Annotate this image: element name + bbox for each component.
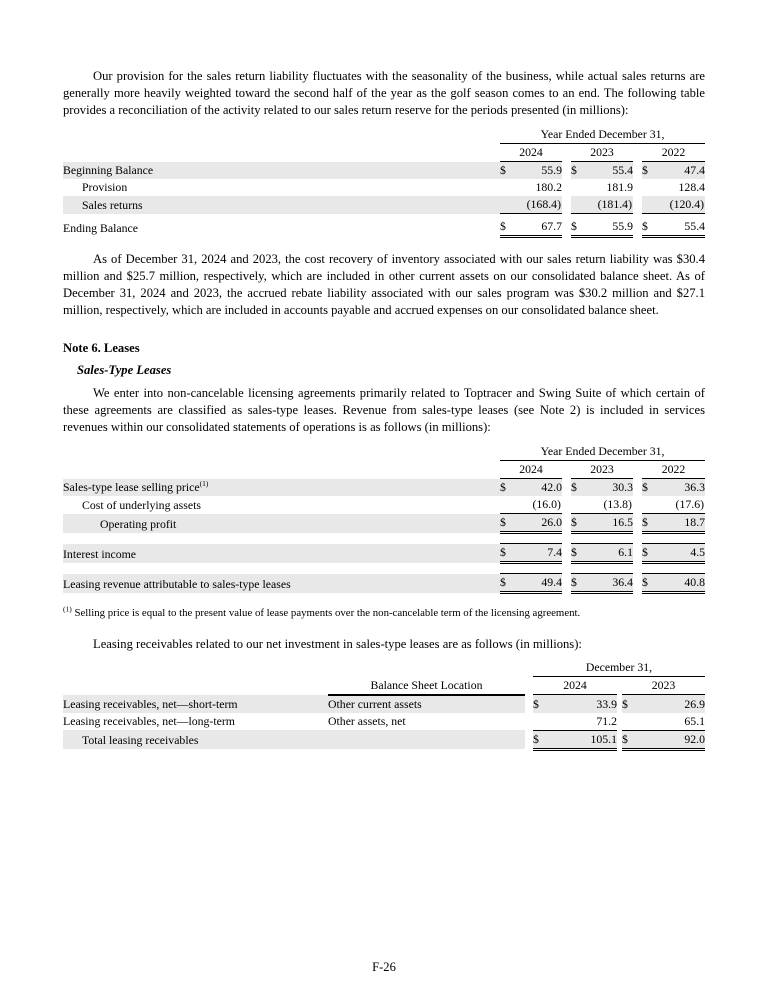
empty-cell (63, 461, 500, 479)
spacer-cell (633, 196, 642, 214)
empty-cell (63, 126, 500, 144)
value-cell: 36.3 (655, 479, 705, 497)
currency-cell: $ (571, 214, 584, 237)
spacer-cell (562, 162, 571, 180)
spacer-cell (562, 496, 571, 514)
value-cell: 55.9 (584, 214, 633, 237)
paragraph-leasing-receivables: Leasing receivables related to our net investment in sales-type leases are as follows (in millions): (93, 637, 582, 651)
paragraph-licensing-agreements: We enter into non-cancelable licensing agreements primarily related to Toptracer and Swing Suite of which certain of these agreements are classified as sales-type leases. Revenue from sales-type leases (see Note 2) is included in services revenues within our consolidated statements of operations is as follows (in millions): (63, 386, 705, 434)
table-total-row (63, 574, 705, 593)
spacer-cell (562, 514, 571, 533)
table-period-header-row (63, 659, 705, 677)
paragraph-cost-recovery: As of December 31, 2024 and 2023, the cost recovery of inventory associated with our sales return liability was $30.4 million and $25.7 million, respectively, which are included in other current assets on our consolidated balance sheet. As of December 31, 2024 and 2023, the accrued rebate liability associated with our sales program was $30.2 million and $27.1 million, respectively, which are included in accounts payable and accrued expenses on our consolidated balance sheet. (63, 252, 705, 317)
empty-cell (63, 443, 500, 461)
value-cell: 65.1 (635, 713, 705, 731)
table-row (63, 162, 705, 180)
value-cell: (16.0) (513, 496, 562, 514)
footnote (63, 606, 705, 620)
year-header: 2024 (500, 144, 562, 162)
table-row (63, 496, 705, 514)
balance-sheet-location-cell: Other current assets (328, 695, 525, 713)
table-period-header-row (63, 443, 705, 461)
period-header: Year Ended December 31, (500, 443, 705, 461)
blank-row (63, 533, 705, 544)
currency-cell: $ (642, 514, 655, 533)
year-header: 2023 (571, 461, 633, 479)
spacer-cell (633, 544, 642, 563)
row-label: Operating profit (63, 514, 500, 533)
footnote-reference: (1) (199, 479, 209, 489)
currency-cell: $ (500, 162, 513, 180)
row-label-text: Sales-type lease selling price (63, 480, 200, 494)
currency-cell: $ (642, 544, 655, 563)
row-label (63, 479, 500, 497)
value-cell: 128.4 (678, 180, 706, 194)
row-label: Interest income (63, 544, 500, 563)
spacer-cell (63, 533, 705, 544)
value-cell: 40.8 (655, 574, 705, 593)
balance-sheet-location-header: Balance Sheet Location (328, 677, 525, 695)
blank-row (63, 563, 705, 574)
value-cell: 7.4 (513, 544, 562, 563)
sales-return-reserve-table (63, 126, 705, 238)
value-cell: 67.7 (513, 214, 562, 237)
value-cell: 55.4 (584, 162, 633, 180)
value-cell: 47.4 (655, 162, 705, 180)
row-label: Leasing revenue attributable to sales-type leases (63, 574, 500, 593)
currency-cell (500, 496, 513, 514)
spacer-cell (63, 563, 705, 574)
row-label: Cost of underlying assets (82, 497, 201, 512)
table-year-header-row (63, 677, 705, 695)
currency-cell (642, 196, 655, 214)
value-cell: 36.4 (584, 574, 633, 593)
value-cell: 6.1 (584, 544, 633, 563)
table-subtotal-row (63, 514, 705, 533)
spacer-cell (525, 695, 533, 713)
value-cell: 4.5 (655, 544, 705, 563)
empty-cell (63, 659, 328, 677)
balance-sheet-location-cell (328, 730, 525, 749)
spacer-cell (633, 461, 642, 479)
row-label: Beginning Balance (63, 162, 500, 180)
currency-cell: $ (571, 574, 584, 593)
value-cell: 26.0 (513, 514, 562, 533)
currency-cell (500, 196, 513, 214)
currency-cell: $ (642, 574, 655, 593)
year-header: 2022 (642, 461, 705, 479)
value-cell: (17.6) (655, 496, 705, 514)
empty-cell (63, 677, 328, 695)
currency-cell: $ (500, 214, 513, 237)
value-cell: 42.0 (513, 479, 562, 497)
year-header: 2023 (622, 677, 705, 695)
spacer-cell (562, 214, 571, 237)
spacer-cell (633, 514, 642, 533)
spacer-cell (562, 544, 571, 563)
currency-cell (571, 496, 584, 514)
row-label: Ending Balance (63, 220, 139, 235)
currency-cell: $ (642, 162, 655, 180)
year-header: 2022 (642, 144, 705, 162)
spacer-cell (633, 144, 642, 162)
value-cell: (13.8) (584, 496, 633, 514)
page-content (0, 68, 768, 751)
currency-cell: $ (571, 514, 584, 533)
currency-cell: $ (571, 479, 584, 497)
table-period-header-row (63, 126, 705, 144)
spacer-cell (562, 574, 571, 593)
currency-cell (642, 496, 655, 514)
row-label: Leasing receivables, net—short-term (63, 695, 328, 713)
currency-cell: $ (533, 730, 546, 749)
currency-cell: $ (571, 544, 584, 563)
spacer-cell (562, 196, 571, 214)
value-cell: (120.4) (655, 196, 705, 214)
currency-cell (571, 179, 584, 196)
table-row (63, 544, 705, 563)
currency-cell (533, 713, 546, 731)
table-row (63, 479, 705, 497)
value-cell: 92.0 (635, 730, 705, 749)
spacer-cell (525, 713, 533, 731)
currency-cell: $ (622, 695, 635, 713)
spacer-cell (562, 179, 571, 196)
table-row (63, 179, 705, 196)
spacer-cell (562, 144, 571, 162)
period-header: Year Ended December 31, (500, 126, 705, 144)
year-header: 2024 (500, 461, 562, 479)
spacer-cell (525, 677, 533, 695)
balance-sheet-location-cell: Other assets, net (328, 714, 406, 728)
spacer-cell (633, 479, 642, 497)
spacer-cell (633, 214, 642, 237)
currency-cell: $ (571, 162, 584, 180)
year-header: 2023 (571, 144, 633, 162)
table-row (63, 196, 705, 214)
currency-cell: $ (533, 695, 546, 713)
empty-cell (328, 659, 525, 677)
value-cell: 181.9 (606, 180, 633, 194)
empty-cell (63, 144, 500, 162)
currency-cell: $ (500, 574, 513, 593)
spacer-cell (633, 574, 642, 593)
currency-cell (500, 179, 513, 196)
currency-cell (642, 179, 655, 196)
value-cell: 16.5 (584, 514, 633, 533)
sales-type-leases-heading: Sales-Type Leases (77, 363, 172, 377)
spacer-cell (562, 479, 571, 497)
page-number: F-26 (372, 960, 396, 974)
currency-cell: $ (622, 730, 635, 749)
table-year-header-row (63, 144, 705, 162)
spacer-cell (525, 659, 533, 677)
year-header: 2024 (533, 677, 617, 695)
row-label: Provision (82, 180, 128, 194)
table-row (63, 713, 705, 731)
row-label: Sales returns (63, 196, 500, 214)
value-cell: (181.4) (584, 196, 633, 214)
spacer-cell (525, 730, 533, 749)
row-label: Leasing receivables, net—long-term (63, 714, 235, 728)
currency-cell: $ (642, 479, 655, 497)
period-header: December 31, (533, 659, 705, 677)
currency-cell: $ (642, 214, 655, 237)
paragraph-sales-return-intro: Our provision for the sales return liability fluctuates with the seasonality of the business, while actual sales returns are generally more heavily weighted toward the second half of the year as the golf season comes to an end. The following table provides a reconciliation of the activity related to our sales return reserve for the periods presented (in millions): (63, 69, 705, 117)
value-cell: 55.9 (513, 162, 562, 180)
value-cell: 18.7 (655, 514, 705, 533)
spacer-cell (633, 179, 642, 196)
value-cell: 33.9 (546, 695, 617, 713)
spacer-cell (633, 162, 642, 180)
note6-heading: Note 6. Leases (63, 341, 140, 355)
table-year-header-row (63, 461, 705, 479)
value-cell: 180.2 (535, 180, 562, 194)
sales-type-lease-revenue-table (63, 443, 705, 594)
currency-cell (571, 196, 584, 214)
spacer-cell (562, 461, 571, 479)
value-cell: 71.2 (546, 713, 617, 731)
value-cell: 55.4 (655, 214, 705, 237)
row-label: Total leasing receivables (63, 730, 328, 749)
currency-cell: $ (500, 479, 513, 497)
footnote-marker: (1) (63, 604, 72, 614)
value-cell: 26.9 (635, 695, 705, 713)
currency-cell (622, 713, 635, 731)
value-cell: (168.4) (513, 196, 562, 214)
table-row (63, 695, 705, 713)
value-cell: 105.1 (546, 730, 617, 749)
currency-cell: $ (500, 514, 513, 533)
footnote-text: Selling price is equal to the present value of lease payments over the non-cancelable term of the licensing agreement. (71, 607, 581, 619)
value-cell: 49.4 (513, 574, 562, 593)
value-cell: 30.3 (584, 479, 633, 497)
table-total-row (63, 730, 705, 749)
table-total-row (63, 214, 705, 237)
currency-cell: $ (500, 544, 513, 563)
leasing-receivables-table (63, 659, 705, 751)
spacer-cell (633, 496, 642, 514)
